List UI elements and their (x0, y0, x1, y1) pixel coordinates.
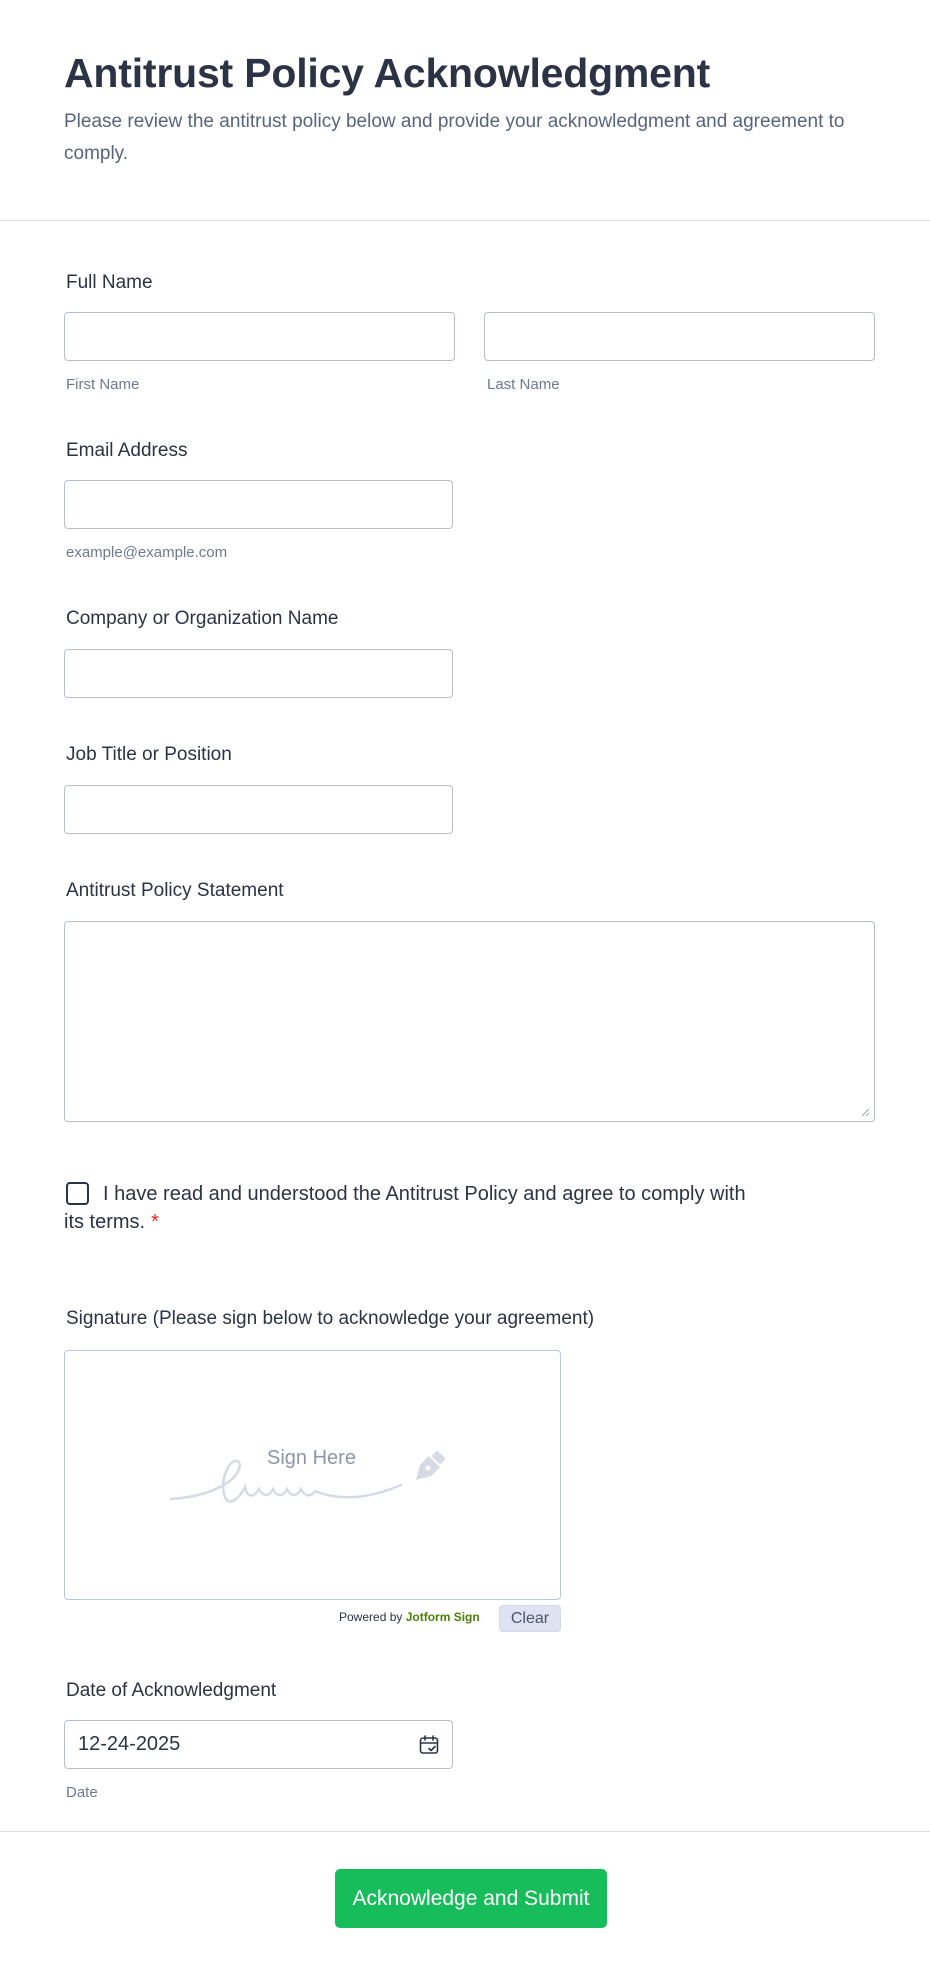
sign-here-placeholder: Sign Here (267, 1447, 356, 1469)
required-marker: * (151, 1211, 159, 1233)
consent-label[interactable] (64, 1180, 764, 1236)
resize-grip-icon[interactable] (860, 1107, 870, 1117)
job-title-label: Job Title or Position (66, 744, 232, 765)
consent-text: I have read and understood the Antitrust Policy and agree to comply with its terms. (64, 1183, 746, 1233)
email-input[interactable] (64, 480, 453, 529)
last-name-input[interactable] (484, 312, 875, 361)
page-subtitle: Please review the antitrust policy below and provide your acknowledgment and agreement to comply. (64, 111, 845, 164)
powered-by (339, 1610, 480, 1624)
email-label: Email Address (66, 440, 188, 461)
job-title-input[interactable] (64, 785, 453, 834)
date-label: Date of Acknowledgment (66, 1680, 277, 1701)
signature-pad[interactable] (64, 1350, 561, 1600)
clear-signature-button[interactable]: Clear (499, 1605, 561, 1632)
company-label: Company or Organization Name (66, 608, 339, 629)
first-name-input[interactable] (64, 312, 455, 361)
policy-statement-label: Antitrust Policy Statement (66, 880, 284, 901)
signature-label: Signature (Please sign below to acknowledge your agreement) (66, 1308, 595, 1329)
email-sublabel: example@example.com (66, 544, 228, 561)
jotform-sign-brand[interactable]: Jotform Sign (405, 1610, 480, 1624)
date-input[interactable] (64, 1720, 453, 1769)
date-value: 12-24-2025 (78, 1733, 181, 1755)
submit-button[interactable]: Acknowledge and Submit (335, 1869, 607, 1928)
company-input[interactable] (64, 649, 453, 698)
pen-nib-icon (407, 1447, 449, 1489)
page-title: Antitrust Policy Acknowledgment (64, 50, 711, 96)
calendar-icon[interactable] (418, 1734, 440, 1756)
full-name-label: Full Name (66, 272, 153, 293)
first-name-sublabel: First Name (66, 376, 140, 393)
header-divider (0, 220, 930, 221)
policy-statement-textarea[interactable] (64, 921, 875, 1122)
footer-divider (0, 1831, 930, 1832)
powered-prefix: Powered by (339, 1610, 403, 1624)
last-name-sublabel: Last Name (487, 376, 560, 393)
date-sublabel: Date (66, 1784, 98, 1801)
